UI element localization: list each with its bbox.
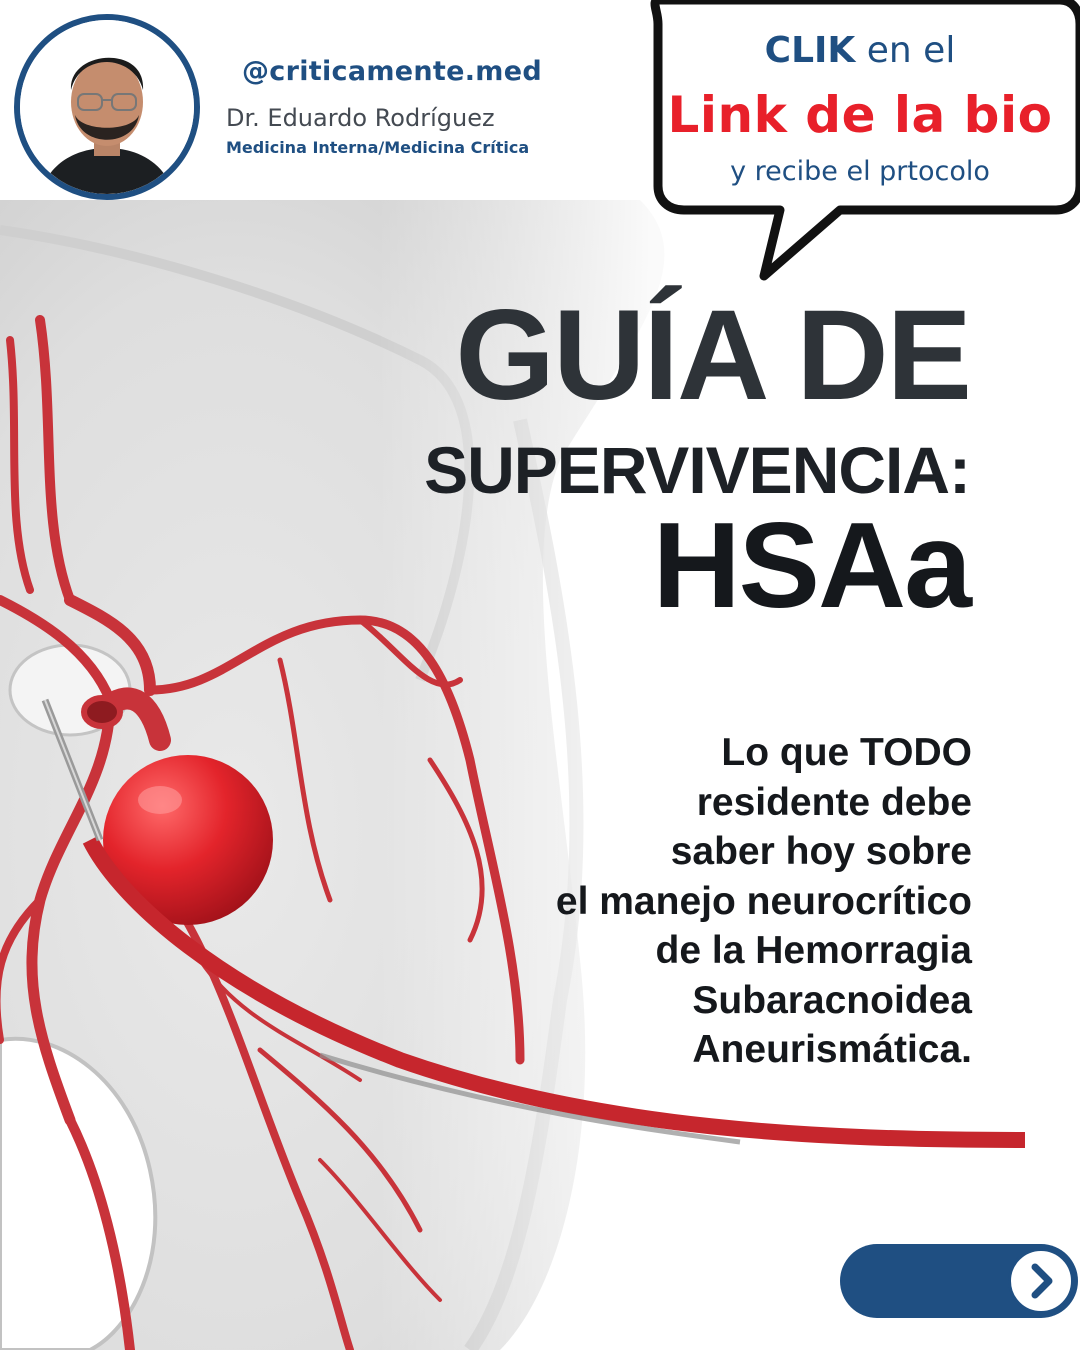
headline-line-1: GUÍA DE — [455, 284, 970, 427]
callout-line-1 — [655, 30, 1065, 71]
next-slide-button[interactable] — [840, 1244, 1078, 1318]
avatar — [14, 14, 200, 200]
callout-en-el: en el — [855, 30, 956, 71]
subtitle-line: Aneurismática. — [692, 1028, 972, 1071]
next-circle[interactable] — [1008, 1248, 1074, 1314]
subtitle-line: saber hoy sobre — [670, 830, 972, 873]
headline — [424, 284, 970, 633]
headline-line-3: HSAa — [652, 497, 970, 633]
instagram-handle[interactable]: @criticamente.med — [242, 56, 542, 87]
subtitle-line: Lo que TODO — [721, 731, 972, 774]
subtitle — [556, 728, 972, 1075]
link-de-la-bio[interactable]: Link de la bio — [667, 86, 1053, 144]
headline-line-2: SUPERVIVENCIA: — [424, 433, 970, 507]
chevron-right-icon — [1011, 1251, 1071, 1311]
doctor-name: Dr. Eduardo Rodríguez — [226, 104, 495, 132]
callout-line-3: y recibe el prtocolo — [730, 156, 990, 187]
callout-clik: CLIK — [764, 30, 856, 71]
subtitle-line: residente debe — [696, 780, 972, 824]
doctor-specialty: Medicina Interna/Medicina Crítica — [226, 138, 530, 157]
subtitle-line: el manejo neurocrítico — [555, 879, 972, 923]
doctor-portrait-icon — [20, 20, 194, 194]
subtitle-line: Subaracnoidea — [692, 978, 972, 1022]
subtitle-line: de la Hemorragia — [655, 929, 972, 972]
